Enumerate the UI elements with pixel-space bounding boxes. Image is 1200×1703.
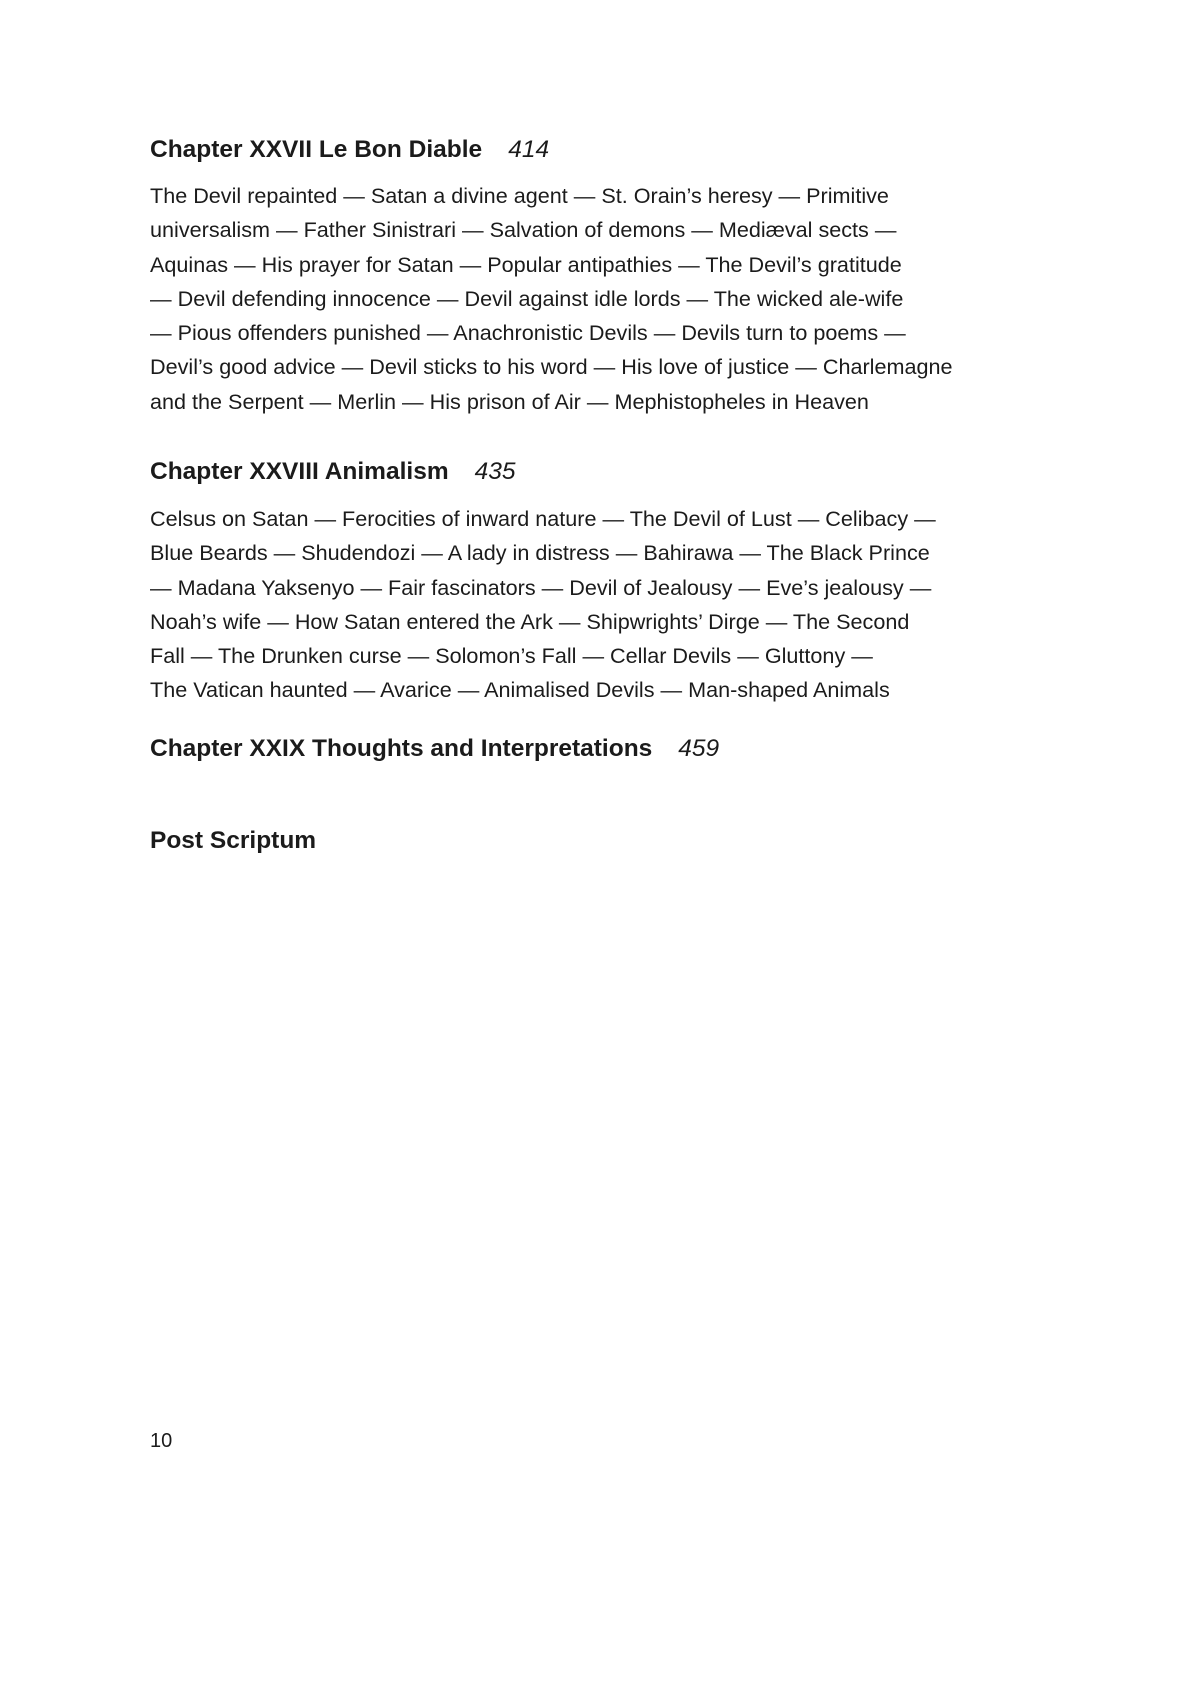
chapter-page-number: 414 xyxy=(508,136,550,163)
summary-line: Fall — The Drunken curse — Solomon’s Fall — Cellar Devils — Gluttony — xyxy=(150,643,873,669)
chapter-title: Chapter XXVII Le Bon Diable xyxy=(150,136,483,163)
summary-line: Devil’s good advice — Devil sticks to his word — His love of justice — Charlemagne xyxy=(150,354,953,380)
chapter-summary xyxy=(150,502,936,708)
summary-line: The Vatican haunted — Avarice — Animalised Devils — Man-shaped Animals xyxy=(150,677,890,703)
post-scriptum-heading: Post Scriptum xyxy=(150,827,317,854)
summary-line: The Devil repainted — Satan a divine agent — St. Orain’s heresy — Primitive xyxy=(150,183,889,208)
chapter-page-number: 435 xyxy=(474,458,516,485)
chapter-title: Chapter XXVIII Animalism xyxy=(150,458,449,485)
chapter-title: Chapter XXIX Thoughts and Interpretations xyxy=(150,735,653,762)
chapter-heading xyxy=(150,732,719,766)
summary-line: — Pious offenders punished — Anachronistic Devils — Devils turn to poems — xyxy=(150,320,906,346)
summary-line: — Madana Yaksenyo — Fair fascinators — Devil of Jealousy — Eve’s jealousy — xyxy=(150,574,932,600)
summary-line: and the Serpent — Merlin — His prison of Air — Mephistopheles in Heaven xyxy=(150,388,869,414)
summary-line: — Devil defending innocence — Devil against idle lords — The wicked ale-wife xyxy=(150,285,904,311)
page-number: 10 xyxy=(150,1430,173,1452)
summary-line: Aquinas — His prayer for Satan — Popular antipathies — The Devil’s gratitude xyxy=(150,251,902,277)
chapter-summary xyxy=(150,179,952,419)
summary-line: Celsus on Satan — Ferocities of inward nature — The Devil of Lust — Celibacy — xyxy=(150,506,936,531)
chapter-page-number: 459 xyxy=(678,735,720,762)
chapter-heading xyxy=(150,455,516,489)
summary-line: Noah’s wife — How Satan entered the Ark — Shipwrights’ Dirge — The Second xyxy=(150,608,910,634)
summary-line: universalism — Father Sinistrari — Salvation of demons — Mediæval sects — xyxy=(150,217,897,243)
chapter-heading xyxy=(150,133,549,167)
summary-line: Blue Beards — Shudendozi — A lady in distress — Bahirawa — The Black Prince xyxy=(150,540,930,566)
